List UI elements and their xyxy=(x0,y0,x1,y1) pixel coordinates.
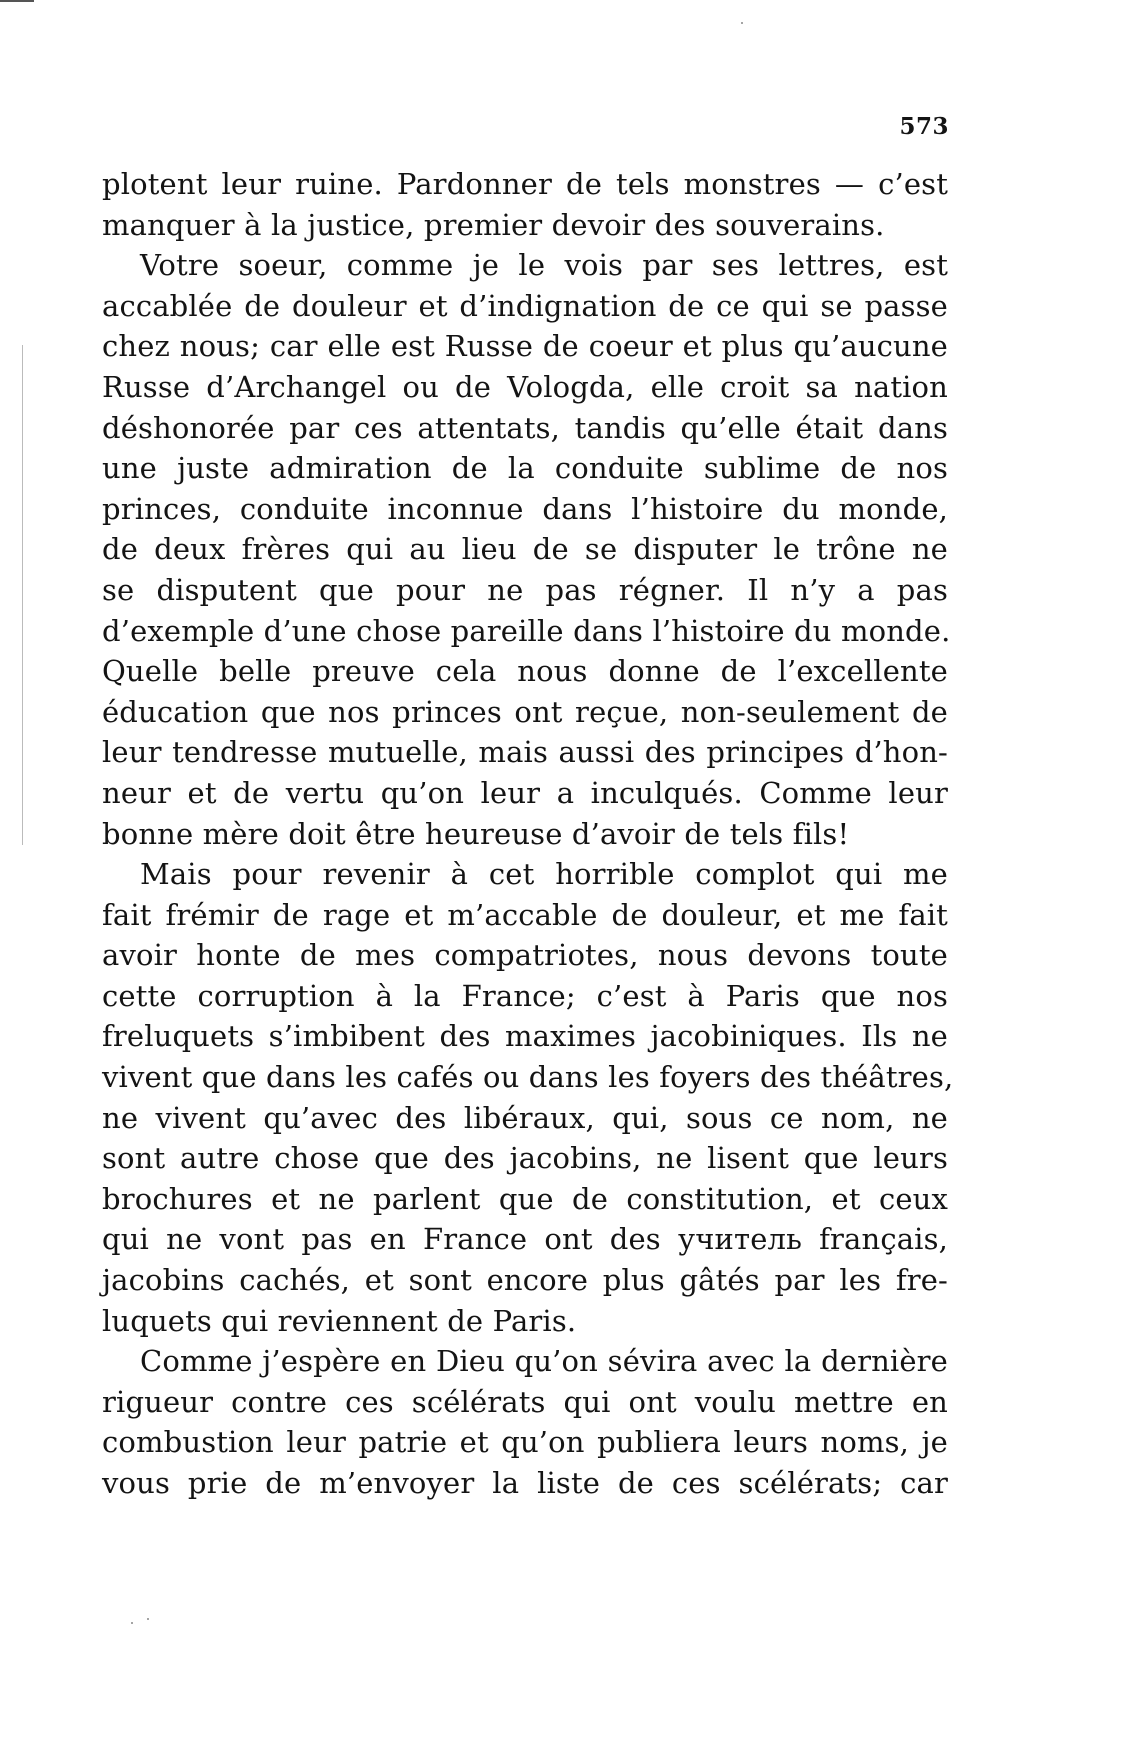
text-line: bonne mère doit être heureuse d’avoir de tels fils! xyxy=(102,816,850,851)
text-line: se disputent que pour ne pas régner. Il n’y a pas xyxy=(102,572,948,607)
text-line: plotent leur ruine. Pardonner de tels monstres — c’est xyxy=(102,167,948,201)
text-line: fait frémir de rage et m’accable de douleur, et me fait xyxy=(102,897,948,932)
text-line: luquets qui reviennent de Paris. xyxy=(102,1303,577,1338)
text-line: qui ne vont pas en France ont des учитель français, xyxy=(102,1222,948,1257)
paragraph-start-line: Comme j’espère en Dieu qu’on sévira avec la dernière xyxy=(140,1344,948,1379)
text-line: freluquets s’imbibent des maximes jacobiniques. Ils ne xyxy=(102,1019,948,1054)
text-line: combustion leur patrie et qu’on publiera leurs noms, je xyxy=(102,1425,948,1460)
scan-speck xyxy=(147,1618,149,1620)
text-line: éducation que nos princes ont reçue, non-seulement de xyxy=(102,694,948,729)
text-line: princes, conduite inconnue dans l’histoire du monde, xyxy=(102,491,948,526)
text-line: avoir honte de mes compatriotes, nous devons toute xyxy=(102,938,948,973)
scan-artifact-line xyxy=(0,0,34,2)
text-line: jacobins cachés, et sont encore plus gâtés par les fre- xyxy=(102,1263,948,1298)
text-line: brochures et ne parlent que de constitution, et ceux xyxy=(102,1181,948,1216)
text-line: leur tendresse mutuelle, mais aussi des principes d’hon- xyxy=(102,735,948,770)
text-line: d’exemple d’une chose pareille dans l’histoire du monde. xyxy=(102,613,951,648)
text-line: Russe d’Archangel ou de Vologda, elle croit sa nation xyxy=(102,369,948,404)
text-line: vous prie de m’envoyer la liste de ces scélérats; car xyxy=(102,1466,948,1500)
scan-speck xyxy=(741,22,743,24)
text-line: neur et de vertu qu’on leur a inculqués. Comme leur xyxy=(102,775,948,810)
paragraph-start-line: Mais pour revenir à cet horrible complot qui me xyxy=(140,857,948,892)
scan-speck xyxy=(131,1622,133,1624)
text-line: accablée de douleur et d’indignation de ce qui se passe xyxy=(102,288,948,323)
text-line: chez nous; car elle est Russe de coeur et plus qu’aucune xyxy=(102,329,948,364)
text-line: manquer à la justice, premier devoir des souverains. xyxy=(102,207,885,242)
text-line: de deux frères qui au lieu de se disputer le trône ne xyxy=(102,532,948,567)
text-line: rigueur contre ces scélérats qui ont voulu mettre en xyxy=(102,1384,948,1419)
text-line: cette corruption à la France; c’est à Paris que nos xyxy=(102,978,948,1013)
text-line: une juste admiration de la conduite sublime de nos xyxy=(102,451,948,486)
text-line: déshonorée par ces attentats, tandis qu’elle était dans xyxy=(102,410,948,445)
text-line: ne vivent qu’avec des libéraux, qui, sous ce nom, ne xyxy=(102,1100,948,1135)
text-line: Quelle belle preuve cela nous donne de l’excellente xyxy=(102,654,948,689)
text-line: sont autre chose que des jacobins, ne lisent que leurs xyxy=(102,1141,948,1176)
body-text xyxy=(102,164,954,1504)
paragraph-start-line: Votre soeur, comme je le vois par ses lettres, est xyxy=(140,248,948,283)
margin-rule xyxy=(22,345,23,845)
text-line: vivent que dans les cafés ou dans les foyers des théâtres, xyxy=(102,1060,954,1095)
page-number: 573 xyxy=(899,113,949,140)
